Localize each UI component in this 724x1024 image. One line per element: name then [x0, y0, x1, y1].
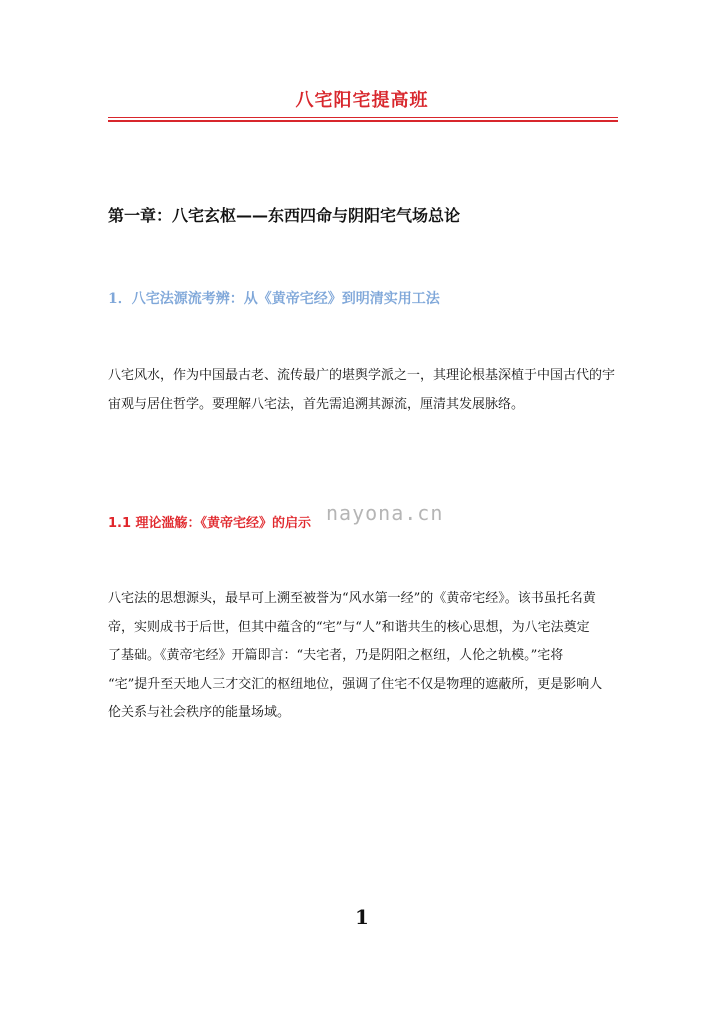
- paragraph-line: 帝，实则成书于后世，但其中蕴含的“宅”与“人”和谐共生的核心思想，为八宅法奠定: [108, 619, 590, 635]
- subsection-heading: 1.1 理论滥觞：《黄帝宅经》的启示: [108, 516, 312, 531]
- paragraph-line: 八宅法的思想源头，最早可上溯至被誉为“风水第一经”的《黄帝宅经》。该书虽托名黄: [108, 591, 596, 606]
- section-heading: 1．八宅法源流考辨：从《黄帝宅经》到明清实用工法: [108, 291, 440, 307]
- chapter-title: 第一章：八宅玄枢——东西四命与阴阳宅气场总论: [108, 206, 461, 225]
- subsection-paragraph: [108, 585, 620, 728]
- header-rule-thick: [108, 120, 618, 122]
- paragraph-line: 宙观与居住哲学。要理解八宅法，首先需追溯其源流，厘清其发展脉络。: [108, 396, 525, 412]
- section-paragraph: [108, 362, 620, 419]
- header-rule-thin: [108, 117, 618, 118]
- paragraph-line: 伦关系与社会秩序的能量场域。: [108, 705, 291, 720]
- page-number: 1: [355, 905, 369, 929]
- paragraph-line: “宅”提升至天地人三才交汇的枢纽地位，强调了住宅不仅是物理的遮蔽所，更是影响人: [108, 676, 603, 692]
- paragraph-line: 八宅风水，作为中国最古老、流传最广的堪舆学派之一，其理论根基深植于中国古代的宇: [108, 368, 616, 383]
- watermark: nayona.cn: [326, 501, 444, 525]
- document-header-title: 八宅阳宅提高班: [295, 90, 429, 111]
- paragraph-line: 了基础。《黄帝宅经》开篇即言：“夫宅者，乃是阴阳之枢纽，人伦之轨模。”宅将: [108, 648, 564, 663]
